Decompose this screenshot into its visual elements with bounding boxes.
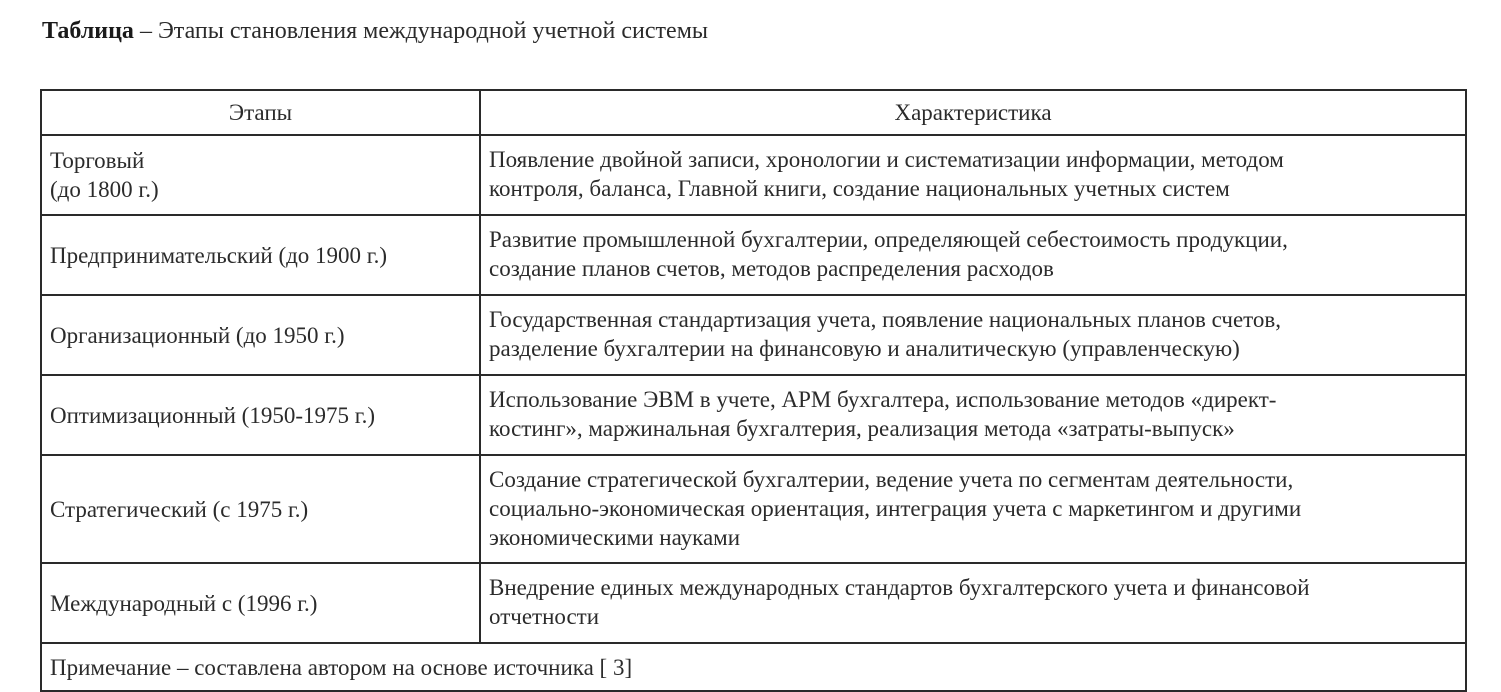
characteristic-cell: [480, 215, 1466, 295]
stages-table: [40, 89, 1467, 692]
stage-period: (до 1800 г.): [50, 177, 159, 202]
caption-title: – Этапы становления международной учетной системы: [133, 18, 709, 44]
header-stages: Этапы: [41, 90, 480, 135]
characteristic-line: контроля, баланса, Главной книги, создание национальных учетных систем: [489, 176, 1230, 201]
table-row: [41, 563, 1466, 643]
table-row: [41, 295, 1466, 375]
table-row: [41, 455, 1466, 563]
header-characteristic: Характеристика: [480, 90, 1466, 135]
characteristic-line: отчетности: [489, 604, 600, 629]
note-row: [41, 643, 1466, 691]
stage-cell: [41, 563, 480, 643]
stage-name: Торговый: [50, 148, 145, 173]
characteristic-line: создание планов счетов, методов распределения расходов: [489, 256, 1054, 281]
table-note: Примечание – составлена автором на основе источника [ 3]: [41, 643, 1466, 691]
characteristic-line: Внедрение единых международных стандартов бухгалтерского учета и финансовой: [489, 575, 1310, 600]
stage-name: Стратегический (с 1975 г.): [50, 496, 309, 522]
stage-name: Предпринимательский (до 1900 г.): [50, 242, 388, 268]
stage-cell: [41, 135, 480, 215]
characteristic-line: Государственная стандартизация учета, появление национальных планов счетов,: [489, 307, 1282, 332]
characteristic-cell: [480, 135, 1466, 215]
characteristic-line: костинг», маржинальная бухгалтерия, реализация метода «затраты-выпуск»: [489, 416, 1235, 441]
stage-cell: [41, 215, 480, 295]
stage-name: Организационный (до 1950 г.): [50, 322, 345, 348]
caption-label: Таблица: [42, 18, 134, 44]
characteristic-cell: [480, 375, 1466, 455]
table-row: [41, 135, 1466, 215]
stage-cell: [41, 295, 480, 375]
characteristic-cell: [480, 295, 1466, 375]
characteristic-line: Развитие промышленной бухгалтерии, определяющей себестоимость продукции,: [489, 227, 1288, 252]
characteristic-cell: [480, 563, 1466, 643]
stage-cell: [41, 375, 480, 455]
stage-name: Международный с (1996 г.): [50, 590, 318, 616]
characteristic-line: экономическими науками: [489, 524, 741, 550]
stage-name: Оптимизационный (1950-1975 г.): [50, 402, 375, 428]
table-row: [41, 375, 1466, 455]
characteristic-line: социально-экономическая ориентация, интеграция учета с маркетингом и другими: [489, 495, 1302, 521]
header-row: [41, 90, 1466, 135]
table-caption: [42, 14, 708, 48]
table-row: [41, 215, 1466, 295]
characteristic-line: Появление двойной записи, хронологии и систематизации информации, методом: [489, 147, 1284, 172]
stage-cell: [41, 455, 480, 563]
characteristic-line: разделение бухгалтерии на финансовую и аналитическую (управленческую): [489, 336, 1240, 361]
characteristic-line: Использование ЭВМ в учете, АРМ бухгалтера, использование методов «директ-: [489, 387, 1277, 412]
characteristic-cell: [480, 455, 1466, 563]
characteristic-line: Создание стратегической бухгалтерии, ведение учета по сегментам деятельности,: [489, 466, 1294, 492]
